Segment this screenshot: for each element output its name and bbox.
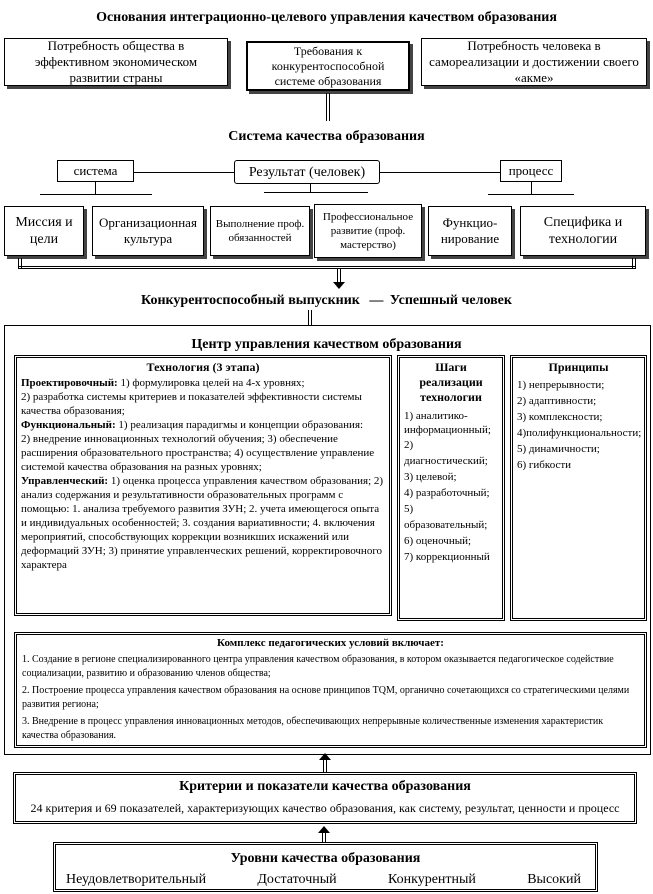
step-item-4: 4) разработочный;	[404, 487, 490, 499]
tech-text-4: 2) внедрение инновационных технологий обучения; 3) обеспечение расширения образовательного пространства; 4) осуществление управление системой качества образования на разных уровнях;	[21, 433, 375, 473]
condition-item-2: 2. Построение процесса управления качеством образования на основе принципов TQM, органично сочетающихся со стратегическими целями развития региона;	[22, 685, 630, 710]
steps-box	[397, 355, 505, 621]
tech-text-1: 1) формулировка целей на 4-х уровнях;	[117, 377, 305, 389]
tech-text-3: 1) реализация парадигмы и концепции образования:	[115, 419, 364, 431]
competitive-requirements-box	[246, 41, 410, 91]
process-label	[500, 160, 562, 182]
levels-box	[53, 842, 598, 892]
process-label-text: процесс	[508, 163, 554, 178]
graduate-line	[0, 292, 653, 309]
levels-row	[56, 867, 595, 888]
criteria-box	[13, 772, 637, 824]
connector-top	[326, 93, 330, 121]
society-need-text: Потребность общества в эффективном экономическом развитии страны	[34, 38, 198, 85]
principle-item-5: 5) динамичности;	[517, 443, 600, 455]
prof-development-box	[314, 204, 422, 258]
graduate-left: Конкурентоспособный выпускник	[141, 293, 360, 308]
technology-box	[14, 355, 392, 616]
result-label-text: Результат (человек)	[248, 164, 366, 180]
center-title: Центр управления качеством образования	[191, 337, 462, 352]
specifics-box	[520, 206, 646, 256]
result-label	[234, 160, 380, 184]
system-title: Система качества образования	[228, 129, 425, 144]
principle-item-3: 3) комплексности;	[517, 411, 603, 423]
principle-item-4: 4)полифункциональности;	[517, 427, 642, 439]
org-culture-text: Организационная культура	[99, 215, 197, 246]
step-item-7: 7) коррекционный	[404, 551, 490, 563]
conditions-box	[14, 632, 647, 748]
duties-box	[210, 206, 310, 256]
graduate-right: Успешный человек	[389, 293, 512, 308]
functioning-text: Функцио-нирование	[440, 215, 500, 246]
principles-box	[510, 355, 647, 621]
level-unsatisfactory: Неудовлетворительный	[66, 872, 207, 887]
connector-criteria	[323, 760, 327, 772]
condition-item-1: 1. Создание в регионе специализированного центра управления качеством образования, в котором оказывается педагогическое содействие социализации, развитию и образованию членов общества;	[22, 654, 614, 679]
branch-mid-h	[264, 192, 368, 193]
step-item-2: 2) диагностический;	[404, 439, 488, 467]
step-item-3: 3) целевой;	[404, 471, 457, 483]
graduate-dash: —	[369, 293, 384, 308]
level-high: Высокий	[527, 872, 581, 887]
principle-item-6: 6) гибкости	[517, 459, 572, 471]
tech-para-4	[21, 432, 385, 474]
duties-text: Выполнение проф. обязанностей	[215, 218, 305, 244]
arrow-up-center	[319, 753, 331, 760]
tech-head-1: Проектировочный:	[21, 377, 118, 389]
system-bottom-bracket	[18, 266, 636, 269]
technology-title: Технология (3 этапа)	[146, 360, 260, 374]
sistema-label-text: система	[73, 163, 118, 178]
condition-item-3: 3. Внедрение в процесс управления инновационных методов, обеспечивающих непрерывные количественные изменения характеристик качества образования.	[22, 716, 604, 741]
tech-para-3	[21, 418, 385, 432]
bracket-right-tick	[632, 258, 636, 268]
connector-levels	[322, 832, 326, 842]
connector-center	[308, 310, 312, 326]
criteria-title: Критерии и показатели качества образования	[179, 779, 471, 794]
level-competitive: Конкурентный	[387, 872, 476, 887]
levels-title: Уровни качества образования	[230, 851, 421, 866]
person-need-box	[421, 38, 647, 86]
mission-text: Миссия и цели	[15, 215, 73, 247]
sistema-label	[57, 160, 134, 182]
principle-item-2: 2) адаптивности;	[517, 395, 597, 407]
tech-head-5: Управленческий:	[21, 475, 109, 487]
branch-right-h	[488, 194, 574, 195]
specifics-text: Специфика и технологии	[543, 215, 623, 247]
principle-item-1: 1) непрерывности;	[517, 379, 605, 391]
arrow-up-criteria	[318, 826, 330, 833]
branch-right-v	[531, 182, 532, 194]
person-need-text: Потребность человека в самореализации и достижении своего «акме»	[429, 38, 639, 85]
tech-text-2: 2) разработка системы критериев и показателей эффективности системы качества образования;	[21, 391, 362, 417]
step-item-1: 1) аналитико-информационный;	[404, 410, 491, 436]
branch-left-h	[40, 194, 152, 195]
step-item-5: 5) образовательный;	[404, 503, 488, 531]
conditions-title: Комплекс педагогических условий включает:	[217, 637, 444, 649]
bracket-left-tick	[18, 258, 22, 268]
prof-development-text: Профессиональное развитие (проф. мастерство)	[322, 211, 414, 251]
steps-title: Шаги реализации технологии	[419, 360, 483, 404]
tech-para-5	[21, 474, 385, 572]
tech-text-5: 1) оценка процесса управления качеством образования; 2) анализ содержания и результативности образовательных программ с помощью: 1. анализа требуемого развития ЗУН; 2. учета имеющегося опыта и индивидуальных особенностей; 3. создания вариативности; 4. включения мероприятий, способствующих коррекции возникших искажений или деформаций ЗУН; 3) принятие управленческих решений, корректировочного характера	[21, 475, 384, 571]
arrow-down-graduate	[333, 282, 345, 289]
tech-head-3: Функциональный:	[21, 419, 116, 431]
principles-title: Принципы	[548, 360, 609, 374]
functioning-box	[428, 206, 512, 256]
competitive-requirements-text: Требования к конкурентоспособной системе образования	[271, 43, 385, 88]
mission-box	[4, 206, 84, 256]
tech-para-2	[21, 390, 385, 418]
branch-left-v	[95, 182, 96, 194]
step-item-6: 6) оценочный;	[404, 535, 472, 547]
tech-para-1	[21, 376, 385, 390]
level-sufficient: Достаточный	[257, 872, 337, 887]
top-title: Основания интеграционно-целевого управления качеством образования	[96, 10, 557, 25]
org-culture-box	[92, 206, 204, 256]
criteria-text: 24 критерия и 69 показателей, характеризующих качество образования, как систему, результат, ценности и процесс	[30, 801, 620, 815]
society-need-box	[4, 38, 228, 86]
